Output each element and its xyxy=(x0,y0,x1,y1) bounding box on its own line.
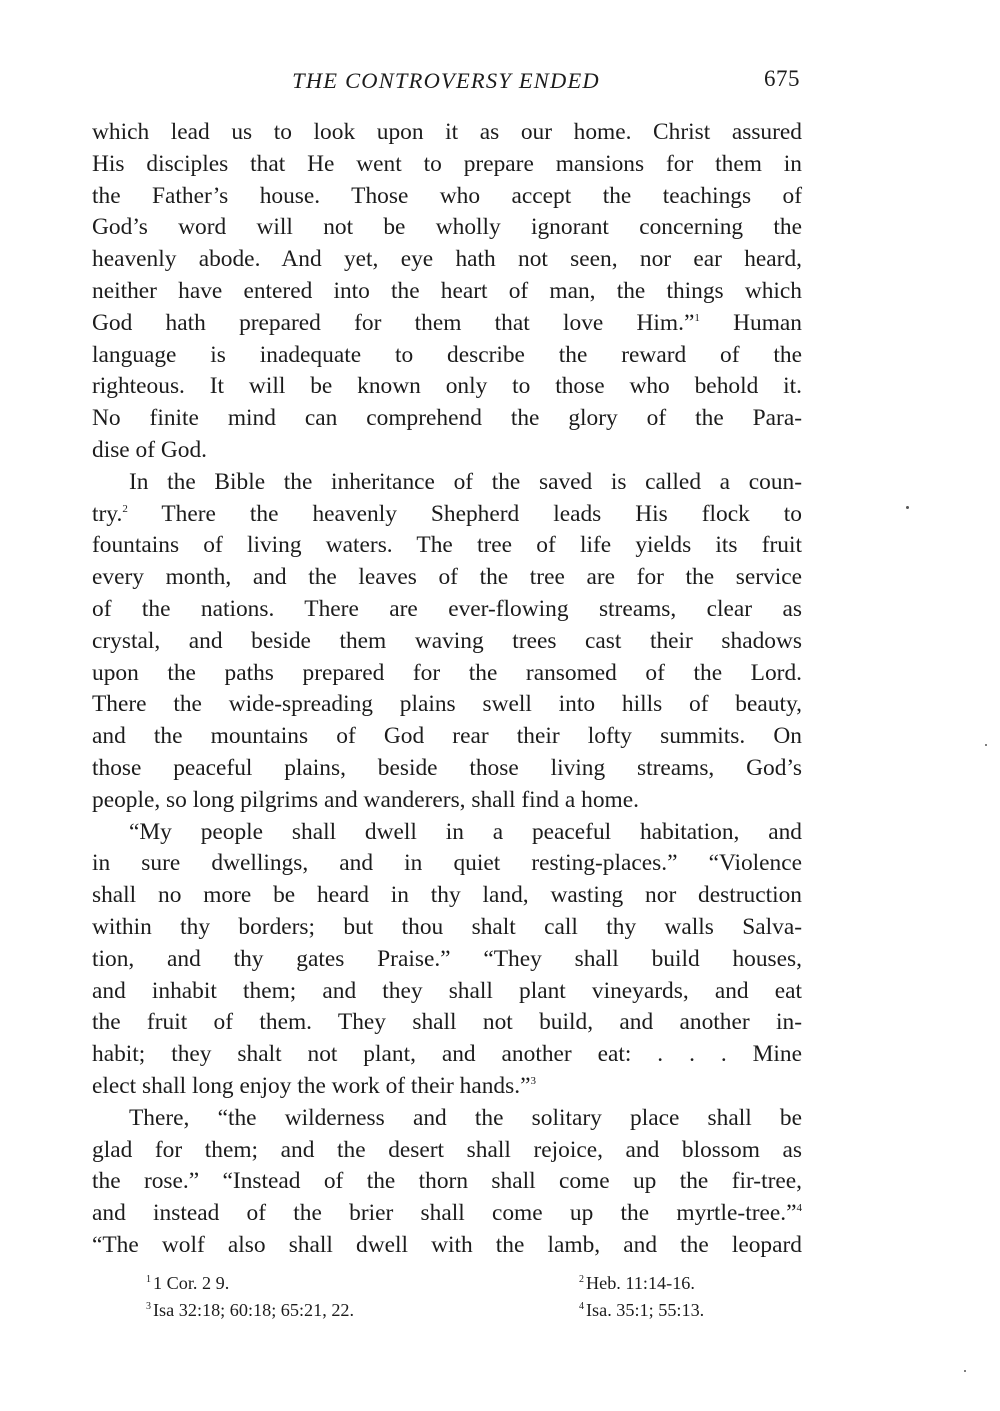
footnote-text: Isa. 35:1; 55:13. xyxy=(586,1300,705,1320)
text-line: fountains of living waters. The tree of life yields its fruit xyxy=(92,532,802,559)
text-line: “The wolf also shall dwell with the lamb, and the leopard xyxy=(92,1231,802,1258)
body-text xyxy=(92,117,802,1262)
footnote xyxy=(579,1270,695,1296)
text-line: crystal, and beside them waving trees cast their shadows xyxy=(92,627,802,654)
text-line: In the Bible the inheritance of the saved is called a coun- xyxy=(129,468,802,495)
footnote-marker: 1 xyxy=(694,311,700,324)
text-line: which lead us to look upon it as our home. Christ assured xyxy=(92,119,802,145)
text-line: people, so long pilgrims and wanderers, shall find a home. xyxy=(92,786,639,813)
text-line: There the wide-spreading plains swell into hills of beauty, xyxy=(92,691,802,718)
text-line: those peaceful plains, beside those living streams, God’s xyxy=(92,754,802,781)
footnote xyxy=(146,1270,229,1296)
text-line: the fruit of them. They shall not build, and another in- xyxy=(92,1009,802,1036)
text-line: every month, and the leaves of the tree are for the service xyxy=(92,564,802,591)
page-number: 675 xyxy=(764,66,800,91)
text-line: neither have entered into the heart of man, the things which xyxy=(92,277,802,304)
footnote-marker: 2 xyxy=(122,502,128,515)
footnote-text: Isa 32:18; 60:18; 65:21, 22. xyxy=(153,1300,355,1320)
text-segment: Human xyxy=(733,309,802,336)
text-line xyxy=(92,499,802,531)
text-line: and the mountains of God rear their lofty summits. On xyxy=(92,723,802,750)
text-line: habit; they shalt not plant, and another eat: . . . Mine xyxy=(92,1041,802,1068)
text-segment: God hath prepared for them that love Him.” xyxy=(92,309,695,336)
footnote-number: 1 xyxy=(146,1274,151,1285)
text-segment: try. xyxy=(92,500,123,527)
footnote xyxy=(146,1297,354,1323)
footnote-number: 4 xyxy=(579,1301,584,1312)
running-title: THE CONTROVERSY ENDED xyxy=(292,68,600,93)
text-line xyxy=(92,1071,802,1103)
text-line: upon the paths prepared for the ransomed of the Lord. xyxy=(92,659,802,686)
text-line xyxy=(92,308,802,340)
text-line: of the nations. There are ever-flowing streams, clear as xyxy=(92,595,802,622)
text-line: There, “the wilderness and the solitary place shall be xyxy=(129,1104,802,1131)
text-line: and inhabit them; and they shall plant vineyards, and eat xyxy=(92,977,802,1004)
text-line: “My people shall dwell in a peaceful habitation, and xyxy=(129,818,802,845)
text-line: shall no more be heard in thy land, wasting nor destruction xyxy=(92,882,802,909)
footnote-marker: 4 xyxy=(796,1202,802,1215)
footnote-number: 2 xyxy=(579,1274,584,1285)
scan-speck xyxy=(985,744,987,746)
text-line: His disciples that He went to prepare mansions for them in xyxy=(92,150,802,177)
scan-speck xyxy=(906,506,909,509)
text-line xyxy=(92,1198,802,1230)
running-head xyxy=(92,64,800,100)
footnote-number: 3 xyxy=(146,1301,151,1312)
footnote-text: 1 Cor. 2 9. xyxy=(153,1273,230,1293)
footnote xyxy=(579,1297,704,1323)
footnote-text: Heb. 11:14-16. xyxy=(586,1273,695,1293)
text-line: language is inadequate to describe the reward of the xyxy=(92,341,802,368)
scan-speck xyxy=(964,1370,966,1372)
text-segment: There the heavenly Shepherd leads His flock to xyxy=(161,500,802,527)
text-line: God’s word will not be wholly ignorant concerning the xyxy=(92,214,802,241)
text-line: tion, and thy gates Praise.” “They shall build houses, xyxy=(92,945,802,972)
text-segment: elect shall long enjoy the work of their hands.” xyxy=(92,1072,531,1099)
footnote-marker: 3 xyxy=(530,1074,536,1087)
text-line: the Father’s house. Those who accept the teachings of xyxy=(92,182,802,209)
text-segment: and instead of the brier shall come up the myrtle-tree.” xyxy=(92,1200,797,1227)
text-line: glad for them; and the desert shall rejoice, and blossom as xyxy=(92,1136,802,1163)
text-line: the rose.” “Instead of the thorn shall come up the fir-tree, xyxy=(92,1168,802,1195)
text-line: dise of God. xyxy=(92,436,207,463)
text-line: in sure dwellings, and in quiet resting-places.” “Violence xyxy=(92,850,802,877)
text-line: righteous. It will be known only to those who behold it. xyxy=(92,373,802,400)
text-line: heavenly abode. And yet, eye hath not seen, nor ear heard, xyxy=(92,246,802,273)
text-line: No finite mind can comprehend the glory of the Para- xyxy=(92,405,802,432)
text-line: within thy borders; but thou shalt call thy walls Salva- xyxy=(92,913,802,940)
